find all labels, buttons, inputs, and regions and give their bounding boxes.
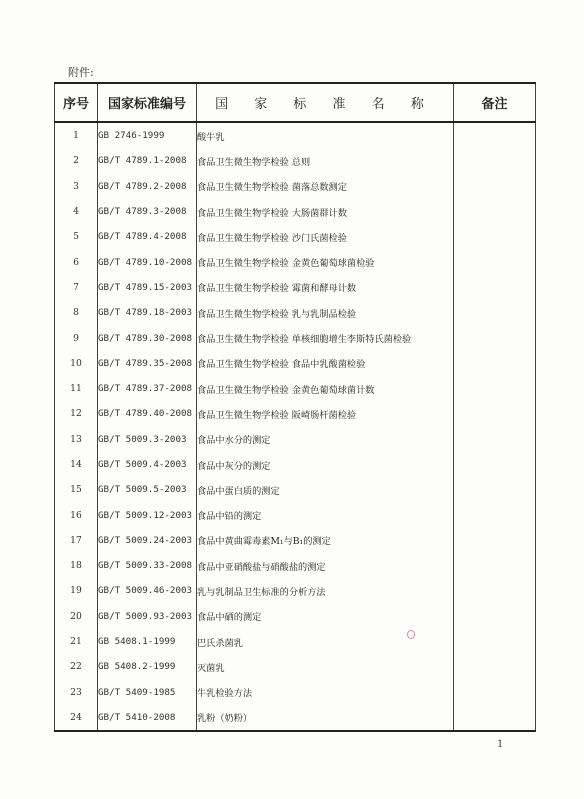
- row-seq: 2: [55, 148, 98, 173]
- header-seq: 序号: [55, 83, 98, 122]
- row-standard-code: GB/T 4789.3-2008: [98, 199, 197, 224]
- ink-smudge-mark: [407, 630, 415, 639]
- row-remark: [454, 604, 536, 629]
- table-row: [55, 604, 536, 629]
- row-standard-name: 牛乳检验方法: [197, 680, 454, 705]
- row-standard-name: 食品卫生微生物学检验 阪崎肠杆菌检验: [197, 401, 454, 426]
- row-remark: [454, 351, 536, 376]
- row-seq: 12: [55, 401, 98, 426]
- row-standard-code: GB/T 5009.5-2003: [98, 477, 197, 502]
- table-row: [55, 680, 536, 705]
- table-row: [55, 401, 536, 426]
- header-code: 国家标准编号: [98, 83, 197, 122]
- row-standard-name: 食品卫生微生物学检验 菌落总数测定: [197, 174, 454, 199]
- standards-table: [54, 82, 536, 732]
- row-remark: [454, 528, 536, 553]
- table-row: [55, 174, 536, 199]
- row-standard-name: 食品中黄曲霉毒素M₁与B₁的测定: [197, 528, 454, 553]
- table-row: [55, 705, 536, 731]
- row-remark: [454, 300, 536, 325]
- row-remark: [454, 553, 536, 578]
- row-seq: 23: [55, 680, 98, 705]
- row-standard-name: 食品中灰分的测定: [197, 452, 454, 477]
- header-remark: 备注: [454, 83, 536, 122]
- table-row: [55, 502, 536, 527]
- row-seq: 14: [55, 452, 98, 477]
- row-standard-name: 灭菌乳: [197, 654, 454, 679]
- row-standard-code: GB/T 4789.37-2008: [98, 376, 197, 401]
- row-standard-name: 食品卫生微生物学检验 沙门氏菌检验: [197, 224, 454, 249]
- row-standard-name: 食品卫生微生物学检验 乳与乳制品检验: [197, 300, 454, 325]
- row-standard-name: 食品中蛋白质的测定: [197, 477, 454, 502]
- row-remark: [454, 477, 536, 502]
- table-row: [55, 300, 536, 325]
- row-standard-code: GB/T 4789.2-2008: [98, 174, 197, 199]
- row-remark: [454, 427, 536, 452]
- row-seq: 5: [55, 224, 98, 249]
- table-row: [55, 427, 536, 452]
- row-standard-code: GB 5408.2-1999: [98, 654, 197, 679]
- row-seq: 21: [55, 629, 98, 654]
- row-standard-name: 食品卫生微生物学检验 单核细胞增生李斯特氏菌检验: [197, 325, 454, 350]
- row-remark: [454, 148, 536, 173]
- table-row: [55, 629, 536, 654]
- table-row: [55, 249, 536, 274]
- row-remark: [454, 275, 536, 300]
- row-seq: 18: [55, 553, 98, 578]
- row-remark: [454, 122, 536, 148]
- row-standard-code: GB/T 4789.18-2003: [98, 300, 197, 325]
- row-standard-name: 食品卫生微生物学检验 金黄色葡萄球菌检验: [197, 249, 454, 274]
- table-row: [55, 376, 536, 401]
- row-standard-name: 食品卫生微生物学检验 总则: [197, 148, 454, 173]
- row-standard-code: GB/T 5009.12-2003: [98, 502, 197, 527]
- table-row: [55, 452, 536, 477]
- row-standard-name: 食品卫生微生物学检验 食品中乳酸菌检验: [197, 351, 454, 376]
- table-row: [55, 122, 536, 148]
- row-standard-name: 食品中水分的测定: [197, 427, 454, 452]
- table-row: [55, 148, 536, 173]
- header-name: 国 家 标 准 名 称: [197, 83, 454, 122]
- row-remark: [454, 578, 536, 603]
- row-remark: [454, 224, 536, 249]
- row-seq: 13: [55, 427, 98, 452]
- row-standard-code: GB/T 5009.24-2003: [98, 528, 197, 553]
- row-seq: 24: [55, 705, 98, 731]
- attachment-label: 附件:: [68, 66, 94, 79]
- table-row: [55, 654, 536, 679]
- row-remark: [454, 654, 536, 679]
- row-standard-name: 乳与乳制品卫生标准的分析方法: [197, 578, 454, 603]
- row-standard-code: GB/T 4789.35-2008: [98, 351, 197, 376]
- table-header-row: [55, 83, 536, 122]
- row-remark: [454, 401, 536, 426]
- row-remark: [454, 174, 536, 199]
- row-standard-name: 食品中亚硝酸盐与硝酸盐的测定: [197, 553, 454, 578]
- row-standard-code: GB/T 5009.3-2003: [98, 427, 197, 452]
- row-standard-code: GB 2746-1999: [98, 122, 197, 148]
- table-row: [55, 199, 536, 224]
- table-row: [55, 528, 536, 553]
- row-standard-name: 食品卫生微生物学检验 金黄色葡萄球菌计数: [197, 376, 454, 401]
- table-row: [55, 553, 536, 578]
- row-remark: [454, 629, 536, 654]
- row-seq: 11: [55, 376, 98, 401]
- row-standard-name: 乳粉（奶粉）: [197, 705, 454, 731]
- table-row: [55, 578, 536, 603]
- row-seq: 17: [55, 528, 98, 553]
- table-row: [55, 477, 536, 502]
- row-remark: [454, 199, 536, 224]
- row-standard-code: GB/T 4789.1-2008: [98, 148, 197, 173]
- row-standard-code: GB/T 4789.40-2008: [98, 401, 197, 426]
- row-seq: 15: [55, 477, 98, 502]
- row-standard-code: GB/T 5009.33-2008: [98, 553, 197, 578]
- row-seq: 3: [55, 174, 98, 199]
- row-seq: 22: [55, 654, 98, 679]
- row-standard-code: GB 5408.1-1999: [98, 629, 197, 654]
- row-remark: [454, 680, 536, 705]
- row-remark: [454, 502, 536, 527]
- row-standard-name: 食品中铅的测定: [197, 502, 454, 527]
- row-remark: [454, 376, 536, 401]
- row-seq: 9: [55, 325, 98, 350]
- table-row: [55, 351, 536, 376]
- row-seq: 20: [55, 604, 98, 629]
- row-standard-code: GB/T 4789.4-2008: [98, 224, 197, 249]
- row-standard-code: GB/T 4789.15-2003: [98, 275, 197, 300]
- row-seq: 16: [55, 502, 98, 527]
- row-standard-code: GB/T 4789.10-2008: [98, 249, 197, 274]
- row-seq: 7: [55, 275, 98, 300]
- row-standard-name: 食品卫生微生物学检验 大肠菌群计数: [197, 199, 454, 224]
- row-standard-name: 食品中硒的测定: [197, 604, 454, 629]
- row-standard-code: GB/T 5409-1985: [98, 680, 197, 705]
- row-seq: 1: [55, 122, 98, 148]
- row-seq: 6: [55, 249, 98, 274]
- row-remark: [454, 705, 536, 731]
- table-row: [55, 325, 536, 350]
- row-standard-code: GB/T 5009.93-2003: [98, 604, 197, 629]
- row-standard-name: 酸牛乳: [197, 122, 454, 148]
- row-seq: 19: [55, 578, 98, 603]
- row-seq: 4: [55, 199, 98, 224]
- row-standard-code: GB/T 4789.30-2008: [98, 325, 197, 350]
- row-remark: [454, 249, 536, 274]
- row-seq: 8: [55, 300, 98, 325]
- row-standard-code: GB/T 5009.4-2003: [98, 452, 197, 477]
- row-remark: [454, 325, 536, 350]
- table-row: [55, 275, 536, 300]
- page-number: 1: [497, 739, 504, 750]
- row-standard-code: GB/T 5410-2008: [98, 705, 197, 731]
- table-row: [55, 224, 536, 249]
- row-standard-name: 食品卫生微生物学检验 霉菌和酵母计数: [197, 275, 454, 300]
- row-remark: [454, 452, 536, 477]
- row-seq: 10: [55, 351, 98, 376]
- row-standard-name: 巴氏杀菌乳: [197, 629, 454, 654]
- row-standard-code: GB/T 5009.46-2003: [98, 578, 197, 603]
